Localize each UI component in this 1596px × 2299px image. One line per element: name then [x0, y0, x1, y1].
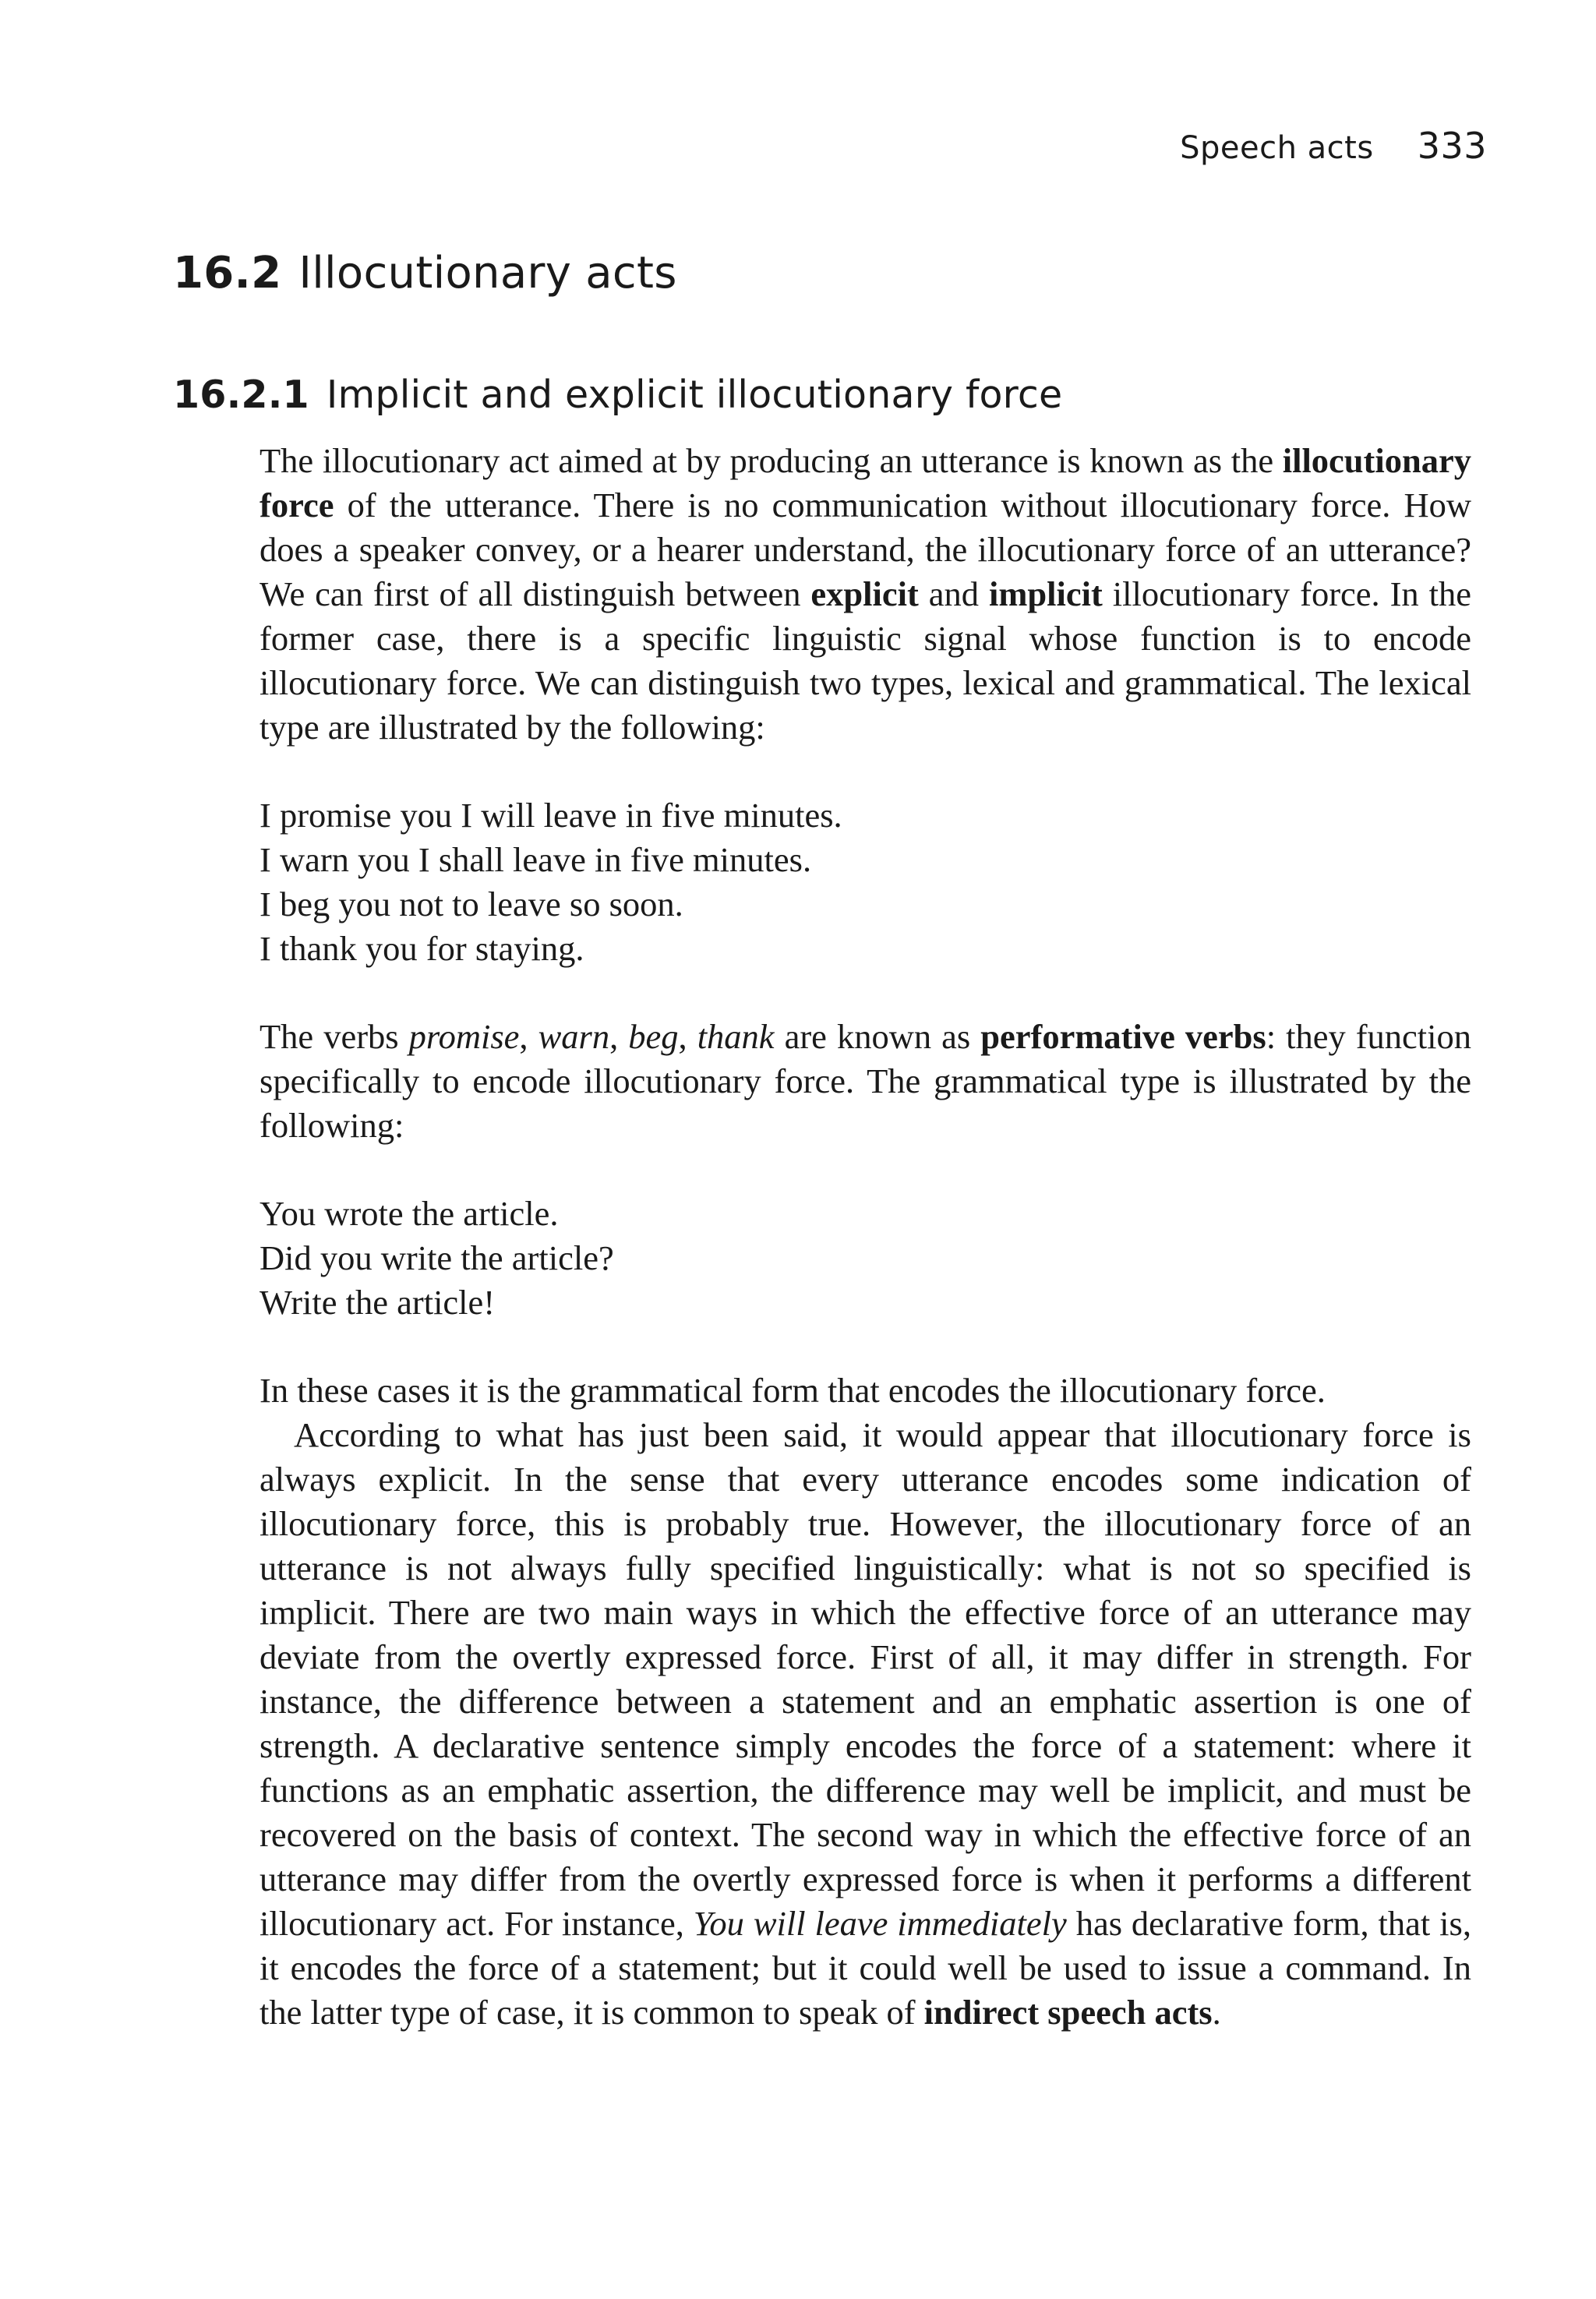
- paragraph-3: In these cases it is the grammatical form that encodes the illocutionary force.: [260, 1371, 1326, 1410]
- term-indirect-speech-acts: indirect speech acts: [923, 1993, 1213, 2032]
- text-run: The verbs: [260, 1017, 409, 1056]
- text-run: ,: [678, 1017, 697, 1056]
- example-item: I thank you for staying.: [260, 929, 584, 968]
- subsection-title: Implicit and explicit illocutionary force: [326, 373, 1063, 417]
- example-item: I warn you I shall leave in five minutes.: [260, 840, 812, 879]
- text-run: has declarative form, that is, it encodes the force of a statement; but it could well be used to issue a command. In the latter type of case, it is common to speak of: [260, 1904, 1471, 2032]
- example-inline: You will leave immediately: [693, 1904, 1067, 1943]
- text-run: ,: [519, 1017, 538, 1056]
- subsection-heading: [173, 373, 1062, 417]
- term-explicit: explicit: [810, 574, 919, 613]
- section-number: 16.2: [173, 248, 282, 298]
- term-implicit: implicit: [989, 574, 1103, 613]
- text-run: .: [1212, 1993, 1221, 2032]
- example-item: I beg you not to leave so soon.: [260, 885, 683, 923]
- verb-warn: warn: [538, 1017, 610, 1056]
- paragraph-4: [260, 1413, 1471, 2035]
- verb-beg: beg: [628, 1017, 679, 1056]
- term-illocutionary-force: illocutionary force: [260, 441, 1471, 524]
- text-run: According to what has just been said, it would appear that illocutionary force is always explicit. In the sense that every utterance encodes some indication of illocutionary force, this is probably true. However, the illocutionary force of an utterance is not always fully specified linguistically: what is not so specified is implicit. There are two main ways in which the effective force of an utterance may deviate from the overtly expressed force. First of all, it may differ in strength. For instance, the difference between a statement and an emphatic assertion is one of strength. A declarative sentence simply encodes the force of a statement: where it functions as an emphatic assertion, the difference may well be implicit, and must be recovered on the basis of context. The second way in which the effective force of an utterance may differ from the overtly expressed force is when it performs a different illocutionary act. For instance,: [260, 1415, 1471, 1943]
- text-run: of the utterance. There is no communication without illocutionary force. How does a speaker convey, or a hearer understand, the illocutionary force of an utterance? We can first of all distinguish between: [260, 486, 1471, 613]
- term-performative-verbs: performative verbs: [980, 1017, 1266, 1056]
- paragraph-2: [260, 1015, 1471, 1148]
- example-item: Did you write the article?: [260, 1238, 614, 1277]
- paragraph-1: [260, 439, 1471, 750]
- subsection-number: 16.2.1: [173, 373, 309, 417]
- running-head: [1180, 125, 1487, 167]
- section-title: Illocutionary acts: [298, 248, 677, 298]
- example-item: Write the article!: [260, 1283, 496, 1322]
- text-run: ,: [609, 1017, 629, 1056]
- body-text: [260, 439, 1471, 2035]
- example-item: I promise you I will leave in five minutes.: [260, 796, 842, 835]
- grammatical-examples: [260, 1192, 1471, 1325]
- verb-promise: promise: [408, 1017, 520, 1056]
- example-item: You wrote the article.: [260, 1194, 559, 1233]
- page-number: 333: [1417, 125, 1487, 167]
- text-run: illocutionary force. In the former case, there is a specific linguistic signal whose function is to encode illocutionary force. We can distinguish two types, lexical and grammatical. The lexical type are illustrated by the following:: [260, 574, 1471, 747]
- verb-thank: thank: [697, 1017, 775, 1056]
- text-run: and: [918, 574, 989, 613]
- text-run: : they function specifically to encode illocutionary force. The grammatical type is illustrated by the following:: [260, 1017, 1472, 1145]
- text-run: The illocutionary act aimed at by producing an utterance is known as the: [260, 441, 1283, 480]
- lexical-examples: [260, 793, 1471, 971]
- section-heading: [173, 248, 677, 298]
- running-head-title: Speech acts: [1180, 130, 1374, 166]
- text-run: are known as: [774, 1017, 981, 1056]
